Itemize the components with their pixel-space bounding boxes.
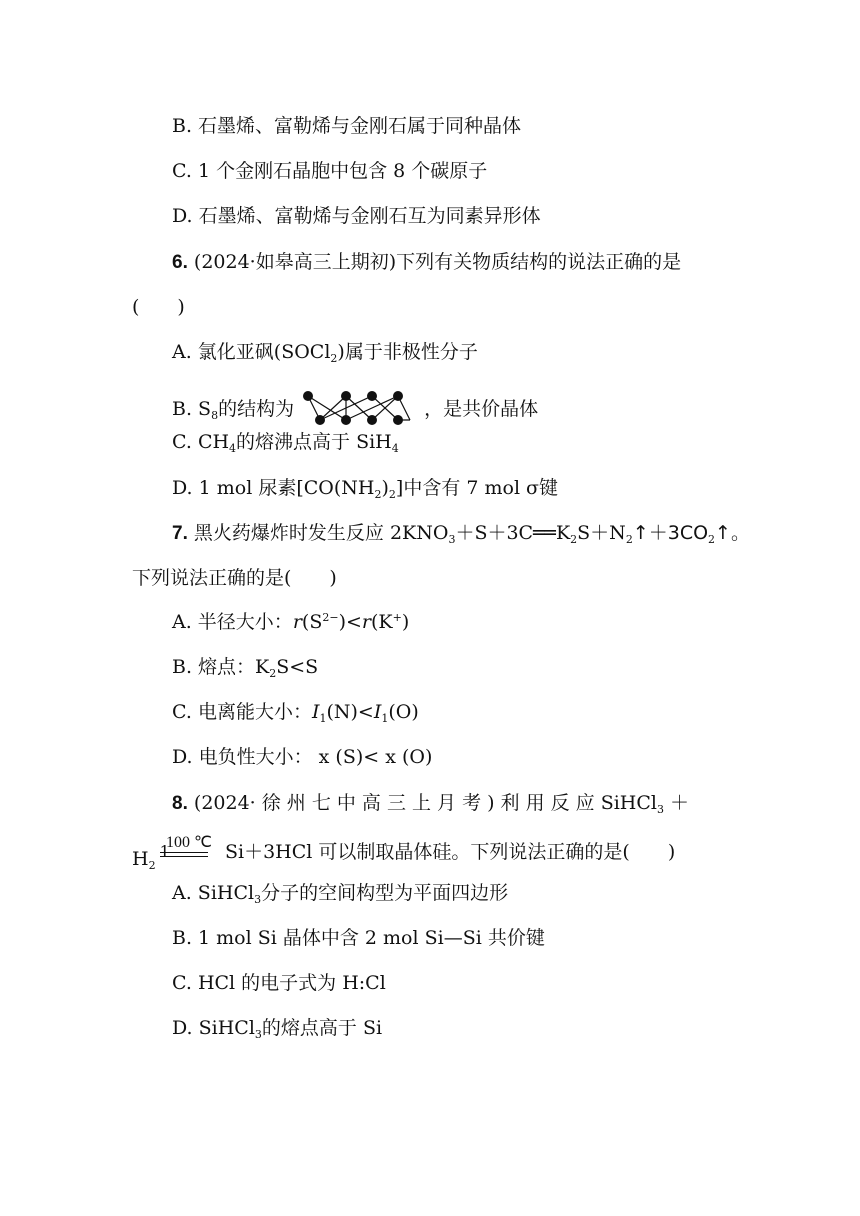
reaction-equals-top-line	[160, 852, 208, 853]
q7-option-c: C. 电离能大小：$I_1(N)<I_1(O)$	[172, 701, 419, 725]
q8-condition-prefix: 1	[159, 842, 170, 861]
q6-option-c: C. $CH_4$的熔沸点高于 SiH$_4$	[172, 431, 399, 455]
q7-option-b: B. 熔点：$K_2S<S$	[172, 656, 319, 680]
reaction-temperature: 100 ℃	[166, 834, 212, 851]
q8-option-b: B. 1 mol Si 晶体中含 2 mol Si—Si 共价键	[172, 927, 545, 949]
s8-ring-structure-diagram	[300, 390, 418, 430]
q6-answer-blank: ( )	[132, 296, 185, 318]
q5-option-d: D. 石墨烯、富勒烯与金刚石互为同素异形体	[172, 205, 541, 227]
q7-option-d: D. 电负性大小： x (S)< x (O)	[172, 746, 433, 768]
q6-option-d: D. 1 mol 尿素$[CO(NH_2)_2]$中含有 7 mol σ键	[172, 477, 559, 501]
q8-option-c: C. HCl 的电子式为 H:Cl	[172, 972, 386, 994]
q6-stem: (2024·如皋高三上期初)下列有关物质结构的说法正确的是	[193, 251, 682, 273]
q8-stem-line: 8. (2024· 徐 州 七 中 高 三 上 月 考 ) 利 用 反 应 SiHCl$_3$ ＋	[172, 792, 690, 816]
q8-stem-line-2: Si＋3HCl 可以制取晶体硅。下列说法正确的是( )	[225, 841, 676, 863]
q7-stem: 黑火药爆炸时发生反应 $2KNO_3+S+3C══K_2S+N_2↑+3CO_2↑$。	[193, 522, 750, 546]
q8-stem-line-2-start: $H_2^1$	[132, 842, 170, 872]
q7-option-a: A. 半径大小：$r(S^{2-})<r(K^+)$	[172, 611, 410, 633]
reaction-equals-bottom-line	[160, 856, 208, 857]
reaction-condition	[160, 832, 210, 862]
q5-option-c: C. 1 个金刚石晶胞中包含 8 个碳原子	[172, 160, 488, 182]
q7-number: 7.	[172, 523, 188, 544]
q8-option-a: A. SiHCl$_3$分子的空间构型为平面四边形	[172, 882, 509, 906]
q6-option-b: B. $S_8$的结构为 ，是共价晶体	[172, 390, 538, 430]
q6-number: 6.	[172, 252, 188, 273]
q5-option-b: B. 石墨烯、富勒烯与金刚石属于同种晶体	[172, 115, 522, 137]
q6-option-a: A. 氯化亚砜(SOCl$_2$)属于非极性分子	[172, 341, 478, 365]
q8-option-d: D. SiHCl$_3$的熔点高于 Si	[172, 1017, 383, 1041]
q7-stem-line	[172, 521, 750, 546]
q8-number: 8.	[172, 793, 188, 814]
q6-stem-line	[172, 250, 681, 275]
q7-stem-line-2: 下列说法正确的是( )	[132, 567, 337, 589]
